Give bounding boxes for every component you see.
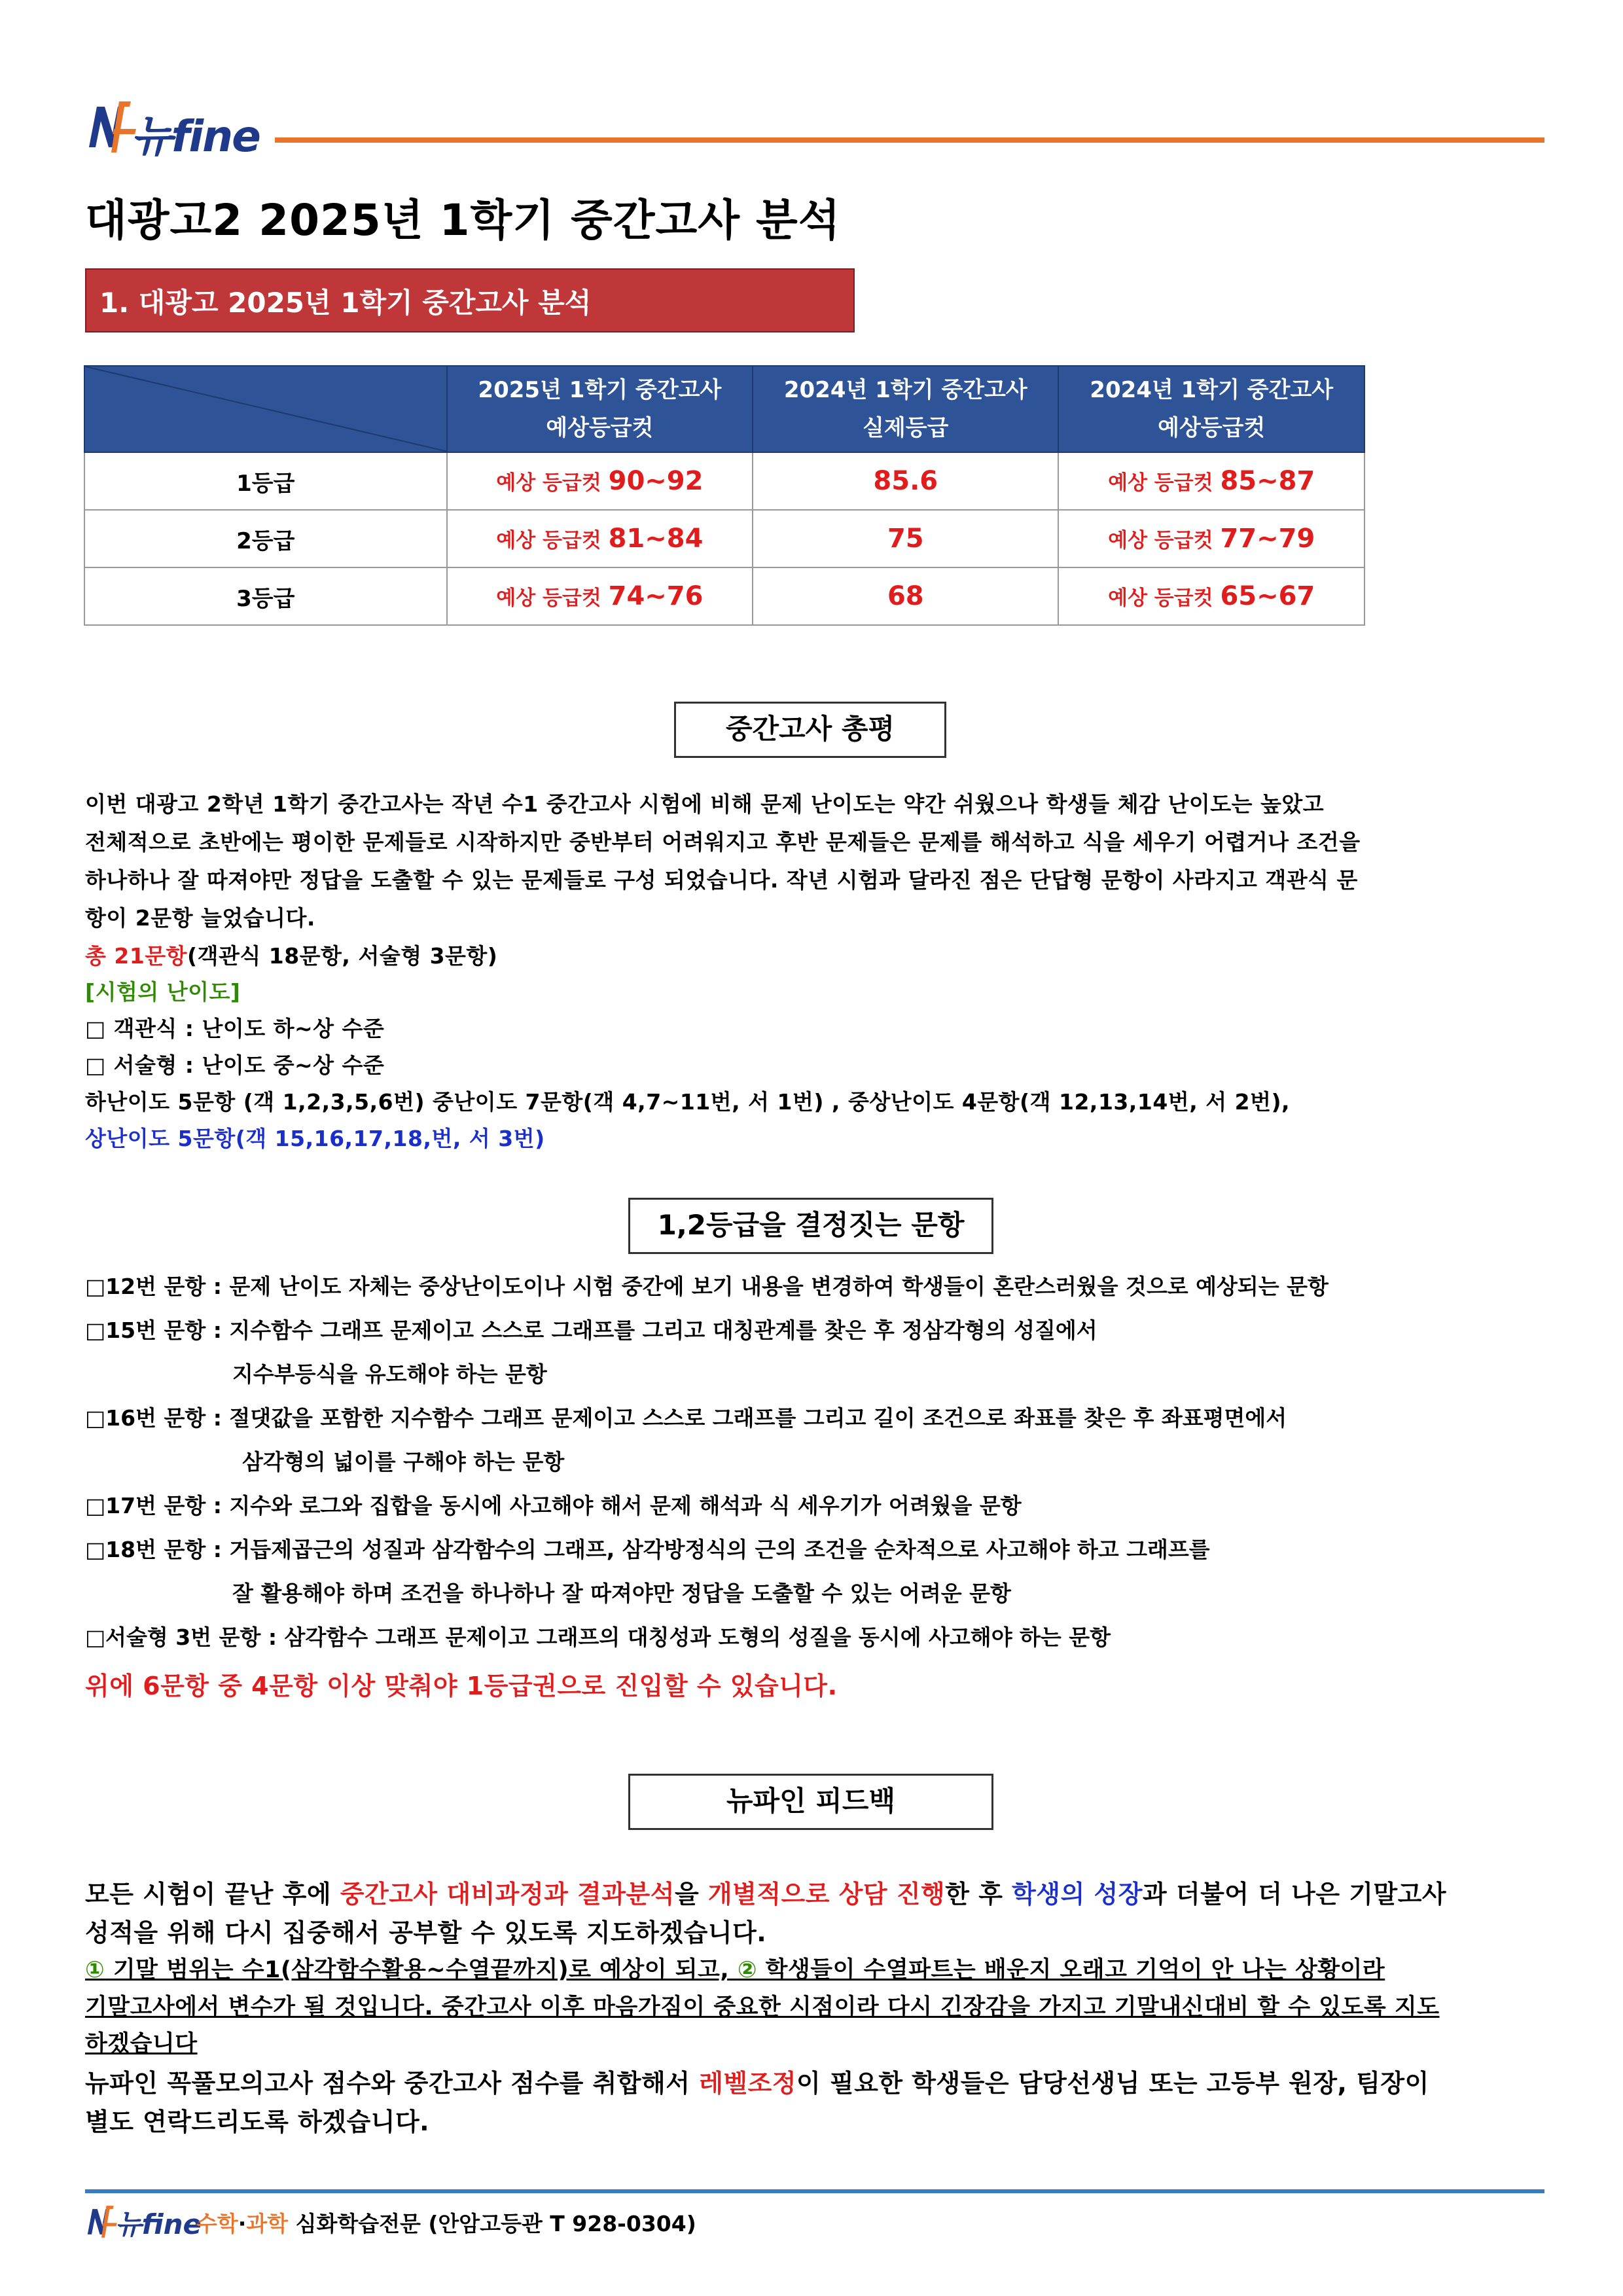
- actual-cell: 68: [753, 567, 1058, 625]
- header-divider: [275, 137, 1544, 143]
- feedback-heading: 뉴파인 피드백: [628, 1774, 993, 1830]
- table-row: [84, 567, 1364, 625]
- diagonal-line: [85, 367, 448, 452]
- feedback-underlined-2: 기말고사에서 변수가 될 것입니다. 중간고사 이후 마음가짐이 중요한 시점이라 다시 긴장감을 가지고 기말내신대비 할 수 있도록 지도: [85, 1994, 1440, 2020]
- summary-line: 하나하나 잘 따져야만 정답을 도출할 수 있는 문제들로 구성 되었습니다. 작년 시험과 달라진 점은 단답형 문항이 사라지고 객관식 문: [85, 867, 1358, 893]
- column-header: 2024년 1학기 중간고사 실제등급: [753, 366, 1058, 452]
- summary-line: 이번 대광고 2학년 1학기 중간고사는 작년 수1 중간고사 시험에 비해 문제 난이도는 약간 쉬웠으나 학생들 체감 난이도는 높았고: [85, 791, 1325, 817]
- grade-label: 3등급: [84, 567, 447, 625]
- column-header: 2024년 1학기 중간고사 예상등급컷: [1058, 366, 1364, 452]
- key-item: □16번 문항 : 절댓값을 포함한 지수함수 그래프 문제이고 스스로 그래프를 그리고 길이 조건으로 좌표를 찾은 후 좌표평면에서: [85, 1405, 1287, 1431]
- logo-text: 뉴fine: [131, 111, 260, 162]
- difficulty-heading: [시험의 난이도]: [85, 979, 241, 1005]
- page-title: 대광고2 2025년 1학기 중간고사 분석: [85, 195, 841, 245]
- table-corner-cell: [84, 366, 447, 452]
- cut-cell: 예상 등급컷 90~92: [447, 452, 753, 510]
- cut-cell: 예상 등급컷 85~87: [1058, 452, 1364, 510]
- nf-logo-icon: [85, 2200, 118, 2240]
- table-row: [84, 452, 1364, 510]
- column-header: 2025년 1학기 중간고사 예상등급컷: [447, 366, 753, 452]
- difficulty-item: □ 객관식 : 난이도 하~상 수준: [85, 1016, 385, 1041]
- table-header-row: [84, 366, 1364, 452]
- key-questions-heading: 1,2등급을 결정짓는 문항: [628, 1198, 993, 1254]
- footer-text: 수학·과학 심화학습전문 (안암고등관 T 928-0304): [196, 2211, 696, 2236]
- grade-label: 1등급: [84, 452, 447, 510]
- grade-cut-table: [84, 365, 1365, 626]
- question-count: 총 21문항(객관식 18문항, 서술형 3문항): [85, 943, 498, 969]
- key-item: □17번 문항 : 지수와 로그와 집합을 동시에 사고해야 해서 문제 해석과 식 세우기가 어려웠을 문항: [85, 1493, 1022, 1518]
- feedback-paragraph-1: 모든 시험이 끝난 후에 중간고사 대비과정과 결과분석을 개별적으로 상담 진행한 후 학생의 성장과 더불어 더 나은 기말고사: [85, 1880, 1447, 1909]
- feedback-underlined-3: 하겠습니다: [85, 2031, 198, 2057]
- section-1-banner: [85, 268, 855, 332]
- cut-cell: 예상 등급컷 81~84: [447, 510, 753, 567]
- key-item: □12번 문항 : 문제 난이도 자체는 중상난이도이나 시험 중간에 보기 내용을 변경하여 학생들이 혼란스러웠을 것으로 예상되는 문항: [85, 1274, 1329, 1299]
- footer-logo: [85, 2199, 202, 2245]
- key-item: □18번 문항 : 거듭제곱근의 성질과 삼각함수의 그래프, 삼각방정식의 근의 조건을 순차적으로 사고해야 하고 그래프를: [85, 1537, 1210, 1562]
- cut-cell: 예상 등급컷 65~67: [1058, 567, 1364, 625]
- summary-line: 전체적으로 초반에는 평이한 문제들로 시작하지만 중반부터 어려워지고 후반 문제들은 문제를 해석하고 식을 세우기 어렵거나 조건을: [85, 829, 1361, 855]
- brand-logo: [85, 95, 281, 160]
- high-difficulty-line: 상난이도 5문항(객 15,16,17,18,번, 서 3번): [85, 1126, 545, 1151]
- table-row: [84, 510, 1364, 567]
- difficulty-distribution: 하난이도 5문항 (객 1,2,3,5,6번) 중난이도 7문항(객 4,7~11번, 서 1번) , 중상난이도 4문항(객 12,13,14번, 서 2번),: [85, 1089, 1291, 1115]
- difficulty-item: □ 서술형 : 난이도 중~상 수준: [85, 1052, 385, 1078]
- key-item-continuation: 삼각형의 넓이를 구해야 하는 문항: [242, 1449, 565, 1475]
- key-item: □15번 문항 : 지수함수 그래프 문제이고 스스로 그래프를 그리고 대칭관계를 찾은 후 정삼각형의 성질에서: [85, 1318, 1097, 1343]
- actual-cell: 75: [753, 510, 1058, 567]
- feedback-underlined-1: ① 기말 범위는 수1(삼각함수활용~수열끝까지)로 예상이 되고, ② 학생들이 수열파트는 배운지 오래고 기억이 안 나는 상황이라: [85, 1957, 1385, 1983]
- footer-logo-text: 뉴fine: [115, 2208, 202, 2240]
- key-item: □서술형 3번 문항 : 삼각함수 그래프 문제이고 그래프의 대칭성과 도형의 성질을 동시에 사고해야 하는 문항: [85, 1624, 1111, 1650]
- nf-logo-icon: [85, 95, 137, 154]
- cut-cell: 예상 등급컷 77~79: [1058, 510, 1364, 567]
- key-conclusion: 위에 6문항 중 4문항 이상 맞춰야 1등급권으로 진입할 수 있습니다.: [85, 1672, 838, 1700]
- key-item-continuation: 지수부등식을 유도해야 하는 문항: [232, 1361, 547, 1387]
- grade-label: 2등급: [84, 510, 447, 567]
- feedback-paragraph-3-line2: 별도 연락드리도록 하겠습니다.: [85, 2108, 430, 2136]
- feedback-paragraph-3: 뉴파인 꼭풀모의고사 점수와 중간고사 점수를 취합해서 레벨조정이 필요한 학생들은 담당선생님 또는 고등부 원장, 팀장이: [85, 2069, 1429, 2098]
- footer-divider: [85, 2189, 1544, 2193]
- feedback-paragraph-1-line2: 성적을 위해 다시 집중해서 공부할 수 있도록 지도하겠습니다.: [85, 1918, 767, 1947]
- summary-line: 항이 2문항 늘었습니다.: [85, 905, 315, 931]
- section-1-label: 1. 대광고 2025년 1학기 중간고사 분석: [99, 287, 592, 319]
- summary-heading: 중간고사 총평: [674, 702, 946, 758]
- actual-cell: 85.6: [753, 452, 1058, 510]
- cut-cell: 예상 등급컷 74~76: [447, 567, 753, 625]
- key-item-continuation: 잘 활용해야 하며 조건을 하나하나 잘 따져야만 정답을 도출할 수 있는 어려운 문항: [232, 1581, 1011, 1606]
